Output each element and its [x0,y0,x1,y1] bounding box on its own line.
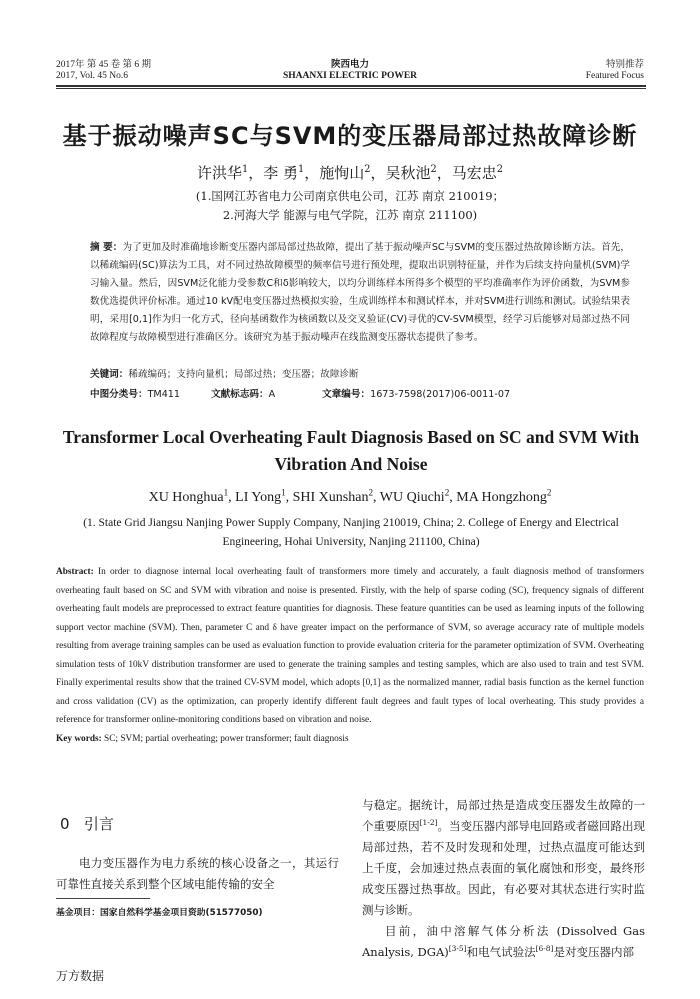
keywords-cn-label: 关键词： [90,369,129,380]
affiliation-cn-1: (1.国网江苏省电力公司南京供电公司，江苏 南京 210019； [195,189,505,203]
journal-issue-en: 2017, Vol. 45 No.6 [56,71,128,81]
abstract-en [56,563,644,748]
author-affil-mark: 2 [364,164,371,175]
body-text: 是对变压器内部 [553,945,634,959]
body-text: 与稳定。据统计，局部过热是造成变压器发生故障的一个重要原因 [362,798,645,833]
journal-name-cn: 陕西电力 [330,60,369,70]
header-rule-top [56,85,646,87]
doc-code-value: A [268,389,276,400]
header-rule-bottom [56,88,646,89]
body-text: 目前，油中溶解气体分析法 (Dissolved Gas Analysis, DGA) [362,924,645,959]
abstract-cn-label: 摘 要： [90,242,123,253]
article-no-label: 文章编号： [322,389,371,400]
body-text: 和电气试验法 [466,945,536,959]
section-number: 0 [60,815,70,833]
section-title: 引言 [83,815,114,833]
author-affil-mark: 2 [444,487,450,498]
author-name: ，吴秋池 [370,164,431,182]
author-name: , MA Hongzhong [449,490,547,505]
body-right-paragraph-2 [362,921,645,963]
author-affil-mark: 2 [546,487,552,498]
article-no-value: 1673-7598(2017)06-0011-07 [370,389,511,400]
abstract-en-label: Abstract: [56,567,94,577]
author-name: XU Honghua [148,490,224,505]
author-name: , WU Qiuchi [373,490,445,505]
paper-title-cn: 基于振动噪声SC与SVM的变压器局部过热故障诊断 [62,122,638,150]
authors-en [0,487,700,506]
database-watermark: 万方数据 [56,969,105,983]
citation: [6-8] [535,944,554,954]
column-name-en: Featured Focus [585,71,644,81]
clc-label: 中图分类号： [90,389,148,400]
keywords-cn-text: 稀疏编码；支持向量机；局部过热；变压器；故障诊断 [128,369,359,380]
paper-title-en: Transformer Local Overheating Fault Diagnosis Based on SC and SVM With Vibration And Noise [62,427,640,474]
body-right-paragraph-1 [362,795,645,921]
author-name: ，施恂山 [304,164,365,182]
keywords-en-label: Key words: [56,733,102,744]
clc-value: TM411 [147,389,181,400]
author-affil-mark: 1 [281,487,286,498]
doc-code-label: 文献标志码： [211,389,269,400]
affiliation-cn-2: 2.河海大学 能源与电气学院，江苏 南京 211100) [222,208,478,222]
author-affil-mark: 1 [223,487,229,498]
author-affil-mark: 2 [430,164,437,175]
author-name: , LI Yong [228,490,282,505]
citation: [1-2] [419,818,438,828]
keywords-en-text: SC; SVM; partial overheating; power transformer; fault diagnosis [104,733,349,744]
author-affil-mark: 2 [496,164,503,175]
keywords-cn [90,366,630,384]
author-name: 许洪华 [197,164,243,182]
authors-cn [0,162,700,183]
affiliation-en: (1. State Grid Jiangsu Nanjing Power Supply Company, Nanjing 210019, China; 2. College of Energy and Electrical Engineering, Hohai University, Nanjing 211100, China) [83,517,619,548]
author-affil-mark: 1 [298,164,305,175]
abstract-cn [90,239,630,347]
classification-line [90,386,630,400]
author-name: , SHI Xunshan [285,490,369,505]
column-name-cn: 特别推荐 [605,60,644,70]
funding-footnote: 基金项目：国家自然科学基金项目资助(51577050) [56,908,263,918]
journal-name-en: SHAANXI ELECTRIC POWER [282,71,418,81]
author-name: ，马宏忠 [436,164,497,182]
abstract-en-text: In order to diagnose internal local overheating fault of transformers more timely and accurately, a fault diagnosis method of transformers overheating fault based on SC and SVM with vibration and noise is presented. Firstly, with the help of sparse coding (SC), frequency signals of different overheating fault models are preprocessed to extract feature quantities for diagnosis. These feature quantities can be used as learning inputs of the following support vector machine (SVM). Then, parameter C and δ have greater impact on the performance of SVM, so average accuracy rate of multiple models resulting from average training samples can be used as evaluation function to provide evaluation criteria for the parameter optimization of SVM. Overheating simulation tests of 10kV distribution transformer are used to generate the training samples and testing samples, which are also used to train and test SVM. Finally experimental results show that the trained CV-SVM model, which adopts [0,1] as the normalized manner, radial basis function as the kernel function and cross validation (CV) as the optimization, can properly identify different fault degrees and fault types of local overheating. This study provides a reference for transformer online-monitoring conditions based on vibration and noise. [56,567,645,725]
author-affil-mark: 1 [242,164,249,175]
citation: [3-5] [448,944,467,954]
footnote-rule [56,898,150,899]
journal-issue-cn: 2017年 第 45 卷 第 6 期 [56,60,152,70]
body-left-paragraph: 电力变压器作为电力系统的核心设备之一，其运行可靠性直接关系到整个区域电能传输的安全 [56,856,339,891]
author-affil-mark: 2 [368,487,374,498]
section-heading [60,813,114,834]
body-text: 。当变压器内部导电回路或者磁回路出现局部过热，若不及时发现和处理，过热点温度可能达到上千度，会加速过热点表面的氧化腐蚀和形变，最终形成变压器过热事故。因此，有必要对其状态进行实时监测与诊断。 [362,819,645,917]
author-name: ，李 勇 [248,164,299,182]
abstract-cn-text: 为了更加及时准确地诊断变压器内部局部过热故障，提出了基于振动噪声SC与SVM的变压器过热故障诊断方法。首先，以稀疏编码(SC)算法为工具，对不同过热故障模型的频率信号进行预处理，提取出识别特征量，并作为后续支持向量机(SVM)学习输入量。然后，因SVM泛化能力受参数C和δ影响较大，以均分训练样本所得多个模型的平均准确率作为评价函数，为SVM参数优选提供评价标准。通过10 kV配电变压器过热模拟实验，生成训练样本和测试样本，并对SVM进行训练和测试。试验结果表明，采用[0,1]作为归一化方式，径向基函数作为核函数以及交叉验证(CV)寻优的CV-SVM模型，经学习后能够对局部过热不同故障程度与故障模型进行准确区分。该研究为基于振动噪声在线监测变压器状态提供了参考。 [90,242,631,343]
